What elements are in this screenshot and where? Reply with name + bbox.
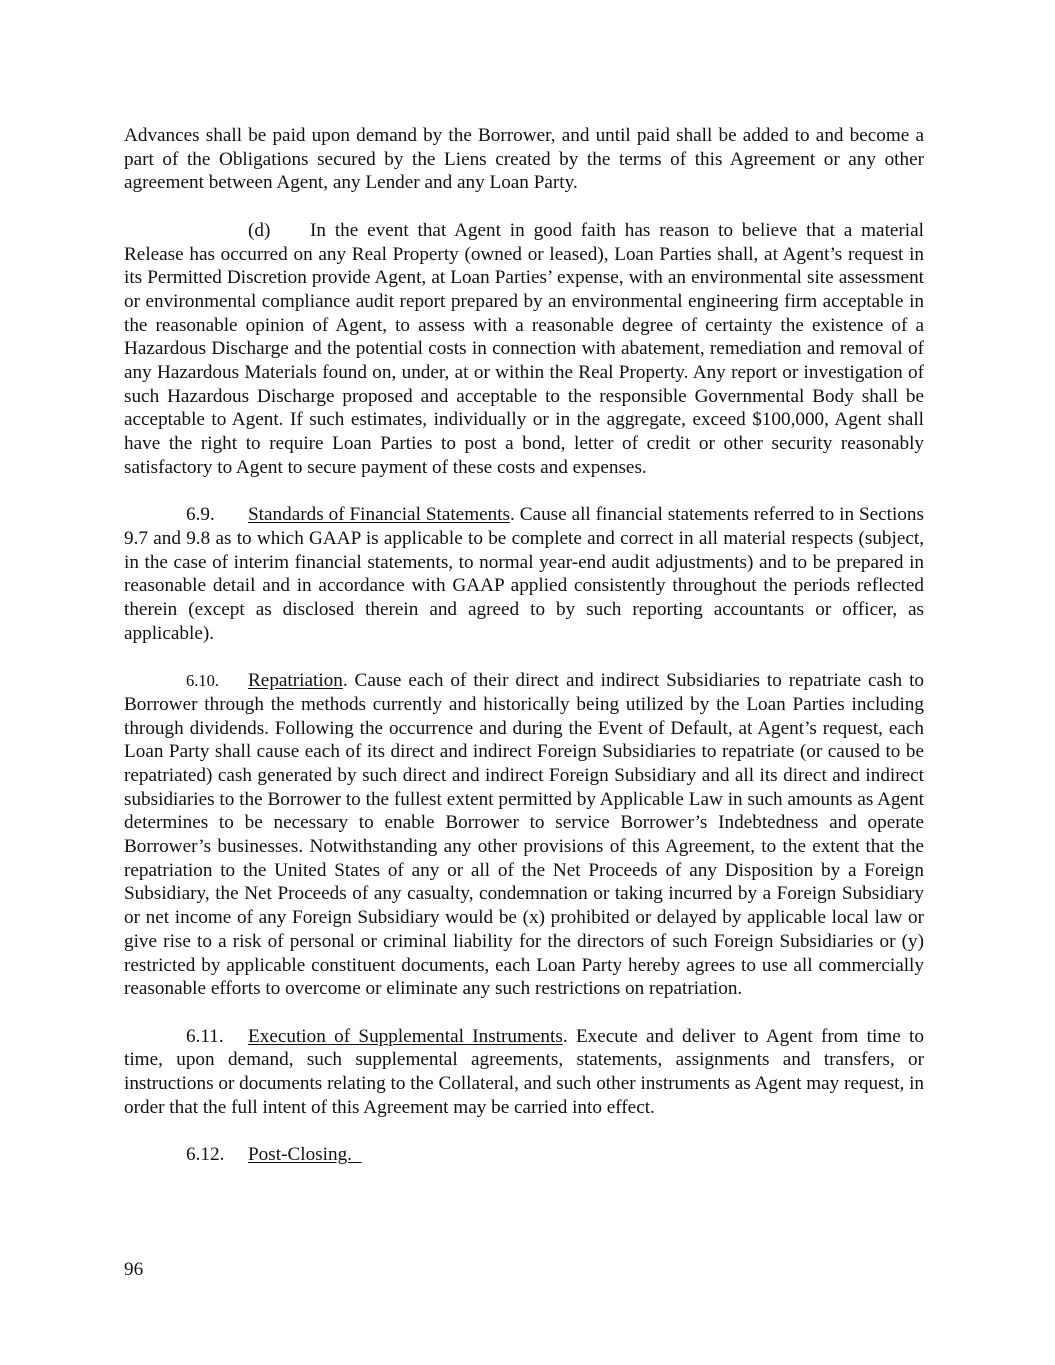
section-number: 6.12. <box>186 1144 225 1166</box>
section-heading: Repatriation <box>248 670 343 692</box>
paragraph-gap <box>124 195 924 219</box>
document-page <box>124 124 924 1167</box>
paragraph-gap <box>124 645 924 669</box>
page-number: 96 <box>124 1259 144 1280</box>
section-heading: Standards of Financial Statements <box>248 504 511 526</box>
section-number: 6.11. <box>186 1025 224 1047</box>
section-heading: Execution of Supplemental Instruments <box>248 1025 563 1047</box>
section-6-12-paragraph <box>124 1143 924 1167</box>
section-6-9-paragraph <box>124 503 924 645</box>
section-6-10-paragraph <box>124 669 924 1001</box>
subsection-d-text: In the event that Agent in good faith has reason to believe that a material Release has occurred on any Real Property (owned or leased), Loan Parties shall, at Agent’s request in its Permitted Discretion provide Agent, at Loan Parties’ expense, with an environmental site assessment or environmental compliance audit report prepared by an environmental engineering firm acceptable in the reasonable opinion of Agent, to assess with a reasonable degree of certainty the existence of a Hazardous Discharge and the potential costs in connection with abatement, remediation and removal of any Hazardous Materials found on, under, at or within the Real Property. Any report or investigation of such Hazardous Discharge proposed and acceptable to the responsible Governmental Body shall be acceptable to Agent. If such estimates, individually or in the aggregate, exceed $100,000, Agent shall have the right to require Loan Parties to post a bond, letter of credit or other security reasonably satisfactory to Agent to secure payment of these costs and expenses. <box>124 219 924 478</box>
section-6-11-paragraph <box>124 1025 924 1120</box>
section-number: 6.9. <box>186 504 215 526</box>
section-text: . Cause each of their direct and indirect Subsidiaries to repatriate cash to Borrower through the methods currently and historically being utilized by the Loan Parties including through dividends. Following the occurrence and during the Event of Default, at Agent’s request, each Loan Party shall cause each of its direct and indirect Foreign Subsidiaries to repatriate (or caused to be repatriated) cash generated by such direct and indirect Foreign Subsidiary and all its direct and indirect subsidiaries to the Borrower to the fullest extent permitted by Applicable Law in such amounts as Agent determines to be necessary to enable Borrower to service Borrower’s Indebtedness and operate Borrower’s businesses. Notwithstanding any other provisions of this Agreement, to the extent that the repatriation to the United States of any or all of the Net Proceeds of any Disposition by a Foreign Subsidiary, the Net Proceeds of any casualty, condemnation or taking incurred by a Foreign Subsidiary or net income of any Foreign Subsidiary would be (x) prohibited or delayed by applicable local law or give rise to a risk of personal or criminal liability for the directors of such Foreign Subsidiaries or (y) restricted by applicable constituent documents, each Loan Party hereby agrees to use all commercially reasonable efforts to overcome or eliminate any such restrictions on repatriation. <box>124 670 924 1000</box>
section-text: . Execute and deliver to Agent from time to time, upon demand, such supplemental agreements, statements, assignments and transfers, or instructions or documents relating to the Collateral, and such other instruments as Agent may request, in order that the full intent of this Agreement may be carried into effect. <box>124 1025 924 1118</box>
subsection-d-label: (d) <box>248 219 271 241</box>
section-number: 6.10. <box>186 671 219 691</box>
section-text: . Cause all financial statements referred to in Sections 9.7 and 9.8 as to which GAAP is applicable to be complete and correct in all material respects (subject, in the case of interim financial statements, to normal year-end audit adjustments) and to be prepared in reasonable detail and in accordance with GAAP applied consistently throughout the periods reflected therein (except as disclosed therein and agreed to by such reporting accountants or officer, as applicable). <box>124 504 924 644</box>
paragraph-gap <box>124 1119 924 1143</box>
subsection-d-paragraph <box>124 219 924 480</box>
paragraph-gap <box>124 1001 924 1025</box>
continuation-paragraph: Advances shall be paid upon demand by the Borrower, and until paid shall be added to and become a part of the Obligations secured by the Liens created by the terms of this Agreement or any other agreement between Agent, any Lender and any Loan Party. <box>124 125 924 194</box>
section-heading: Post-Closing. <box>248 1144 362 1166</box>
paragraph-gap <box>124 480 924 504</box>
